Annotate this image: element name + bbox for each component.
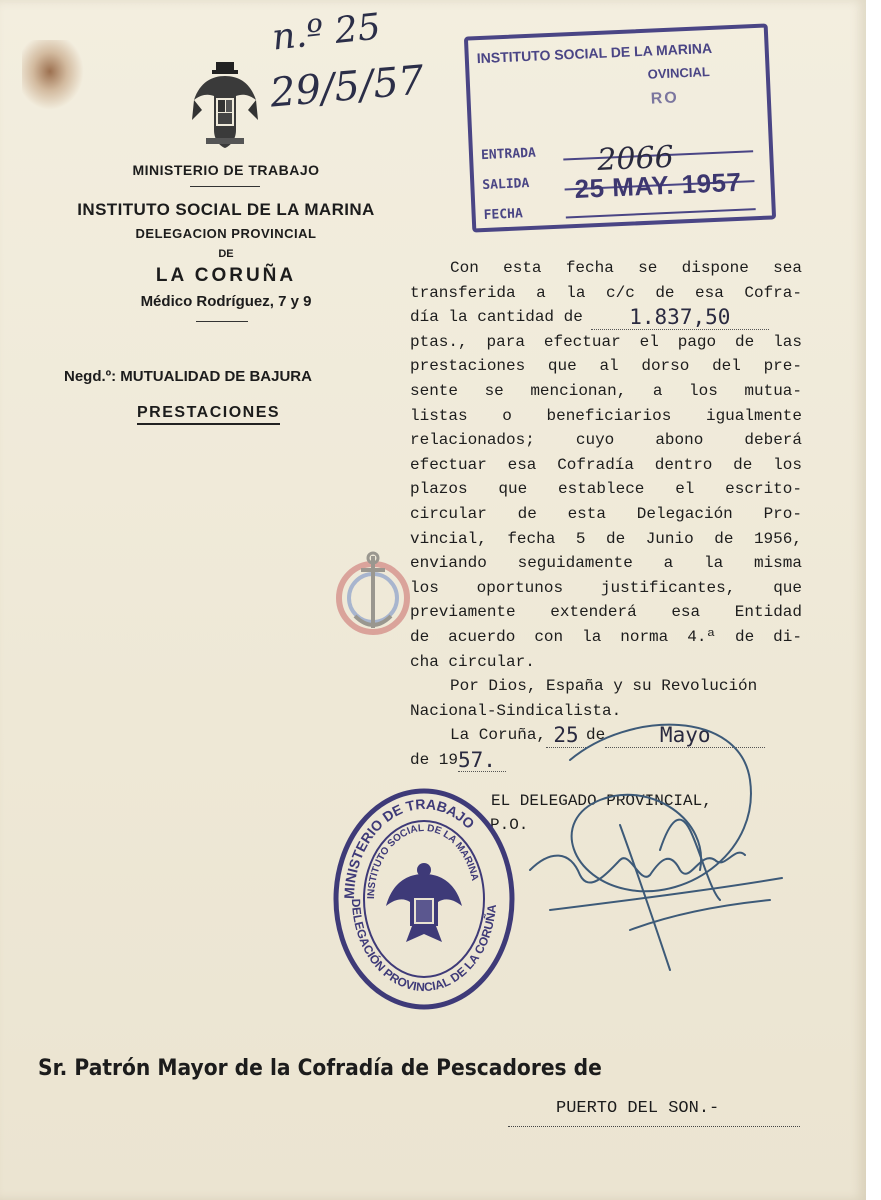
address-line: Médico Rodríguez, 7 y 9 — [140, 293, 312, 310]
body-line — [410, 551, 802, 576]
body-line — [410, 330, 802, 355]
destination-field — [508, 1096, 800, 1127]
addressee-line: Sr. Patrón Mayor de la Cofradía de Pescadores de — [38, 1056, 602, 1081]
body-word: previamente — [410, 603, 516, 622]
body-word: efectuar — [410, 455, 487, 474]
body-word: los — [689, 381, 718, 400]
body-word: pago — [677, 332, 717, 351]
body-word: seguidamente — [517, 554, 633, 573]
entry-stamp-register: RO — [650, 89, 680, 108]
body-word: Pro- — [763, 504, 802, 523]
body-word: plazos — [410, 480, 468, 499]
body-word: norma — [620, 627, 669, 646]
body-word: que — [773, 578, 802, 597]
body-word: listas — [410, 406, 468, 425]
body-word: de — [655, 283, 675, 302]
section-title: PRESTACIONES — [137, 404, 280, 425]
body-word: los — [410, 578, 439, 597]
body-word: se — [638, 259, 658, 277]
body-line — [410, 379, 802, 404]
body-line — [410, 477, 802, 502]
handwritten-number: n.º 25 — [270, 6, 383, 59]
body-word: mutua- — [744, 381, 802, 400]
body-word: extenderá — [550, 603, 637, 622]
body-word: dorso — [641, 357, 690, 376]
place: La Coruña, — [450, 726, 547, 745]
body-word: circular — [410, 504, 487, 523]
body-line: cha circular. — [410, 652, 535, 671]
seal-outer-text: MINISTERIO DE TRABAJO — [340, 795, 478, 900]
body-word: sea — [773, 259, 802, 277]
body-word: deberá — [744, 431, 802, 450]
body-word: establece — [557, 480, 645, 499]
header-rule-2 — [196, 321, 248, 322]
closing-motto-2: Nacional-Sindicalista. — [410, 701, 622, 720]
handwritten-date: 29/5/57 — [268, 57, 426, 117]
body-word: dentro — [654, 455, 713, 474]
body-word: los — [773, 455, 802, 474]
body-word: las — [773, 332, 802, 351]
body-word: mencionan, — [530, 381, 627, 400]
archive-watermark-icon — [333, 550, 413, 642]
month: Mayo — [605, 723, 765, 748]
body-word: ptas., — [410, 332, 468, 351]
body-word: de — [605, 529, 626, 548]
body-line — [410, 527, 802, 552]
stamp-date: 25 MAY. 1957 — [573, 166, 743, 205]
body-word: 4.ª — [687, 627, 717, 646]
amount-value: 1.837,50 — [591, 305, 769, 330]
body-word: fecha — [565, 259, 614, 277]
body-word: se — [484, 381, 504, 400]
body-word: igualmente — [705, 406, 802, 425]
header-de: DE — [218, 248, 234, 260]
body-word: vincial, — [410, 529, 487, 548]
body-word: esta — [567, 504, 606, 523]
header-rule — [190, 186, 260, 187]
body-word: con — [534, 627, 564, 646]
delegation-name: DELEGACION PROVINCIAL — [135, 226, 317, 241]
letter-body — [410, 256, 802, 772]
year: 57. — [458, 748, 506, 773]
body-word: relacionados; — [410, 431, 535, 450]
body-word: misma — [753, 554, 802, 573]
body-word: esta — [503, 259, 542, 277]
body-line — [410, 354, 802, 379]
body-word: transferida — [410, 283, 516, 302]
body-word: enviando — [410, 554, 487, 573]
ministry-name: MINISTERIO DE TRABAJO — [132, 162, 320, 178]
body-word: Con — [450, 259, 479, 277]
body-word: el — [639, 332, 659, 351]
body-word: que — [498, 480, 528, 499]
body-word: a — [652, 381, 663, 400]
body-word: 1956, — [753, 529, 802, 548]
body-word: Junio — [645, 529, 694, 548]
body-word: Cofradía — [557, 455, 634, 474]
body-word: fecha — [507, 529, 556, 548]
closing-motto: Por Dios, España y su Revolución — [450, 677, 758, 696]
body-line — [410, 576, 802, 601]
register-number: 2066 — [596, 139, 675, 179]
body-word: c/c — [605, 283, 635, 302]
body-word: para — [486, 332, 525, 351]
body-word: de — [733, 455, 753, 474]
body-word: cuyo — [575, 431, 615, 450]
body-word: de — [734, 627, 755, 646]
body-word: a — [536, 283, 546, 302]
body-word: Delegación — [636, 504, 733, 523]
de-word: de — [586, 726, 606, 745]
amount-label: día la cantidad de — [410, 308, 583, 327]
official-seal — [330, 786, 518, 1012]
destination-value: PUERTO DEL SON.- — [556, 1099, 720, 1118]
body-word: de — [735, 332, 755, 351]
body-word: del — [712, 357, 741, 376]
body-word: Cofra- — [744, 283, 802, 302]
body-word: de — [714, 529, 734, 548]
per-order: P.O. — [490, 816, 529, 834]
body-word: escrito- — [725, 480, 802, 499]
city-name: LA CORUÑA — [155, 265, 297, 286]
entry-stamp-provincial: OVINCIAL — [647, 64, 711, 82]
body-word: Entidad — [734, 603, 802, 622]
body-word: di- — [773, 627, 802, 646]
body-line — [410, 428, 802, 453]
body-word: que — [547, 357, 577, 376]
body-word: al — [599, 357, 619, 376]
body-word: beneficiarios — [546, 406, 672, 425]
body-word: pre- — [763, 357, 802, 376]
body-word: la — [703, 554, 724, 573]
handwritten-signature — [510, 700, 800, 980]
body-word: la — [566, 283, 586, 302]
body-word: sente — [410, 381, 459, 400]
day: 25 — [546, 723, 586, 748]
signatory-title: EL DELEGADO PROVINCIAL, — [491, 792, 712, 810]
stamp-line — [566, 208, 756, 218]
body-word: de — [410, 627, 430, 646]
body-word: esa — [507, 455, 537, 474]
body-word: 5 — [575, 529, 586, 548]
entry-stamp — [464, 23, 776, 232]
rust-stain — [22, 40, 84, 110]
coat-of-arms-icon — [192, 60, 258, 152]
entry-label: ENTRADA — [480, 145, 537, 164]
body-word: o — [502, 406, 512, 425]
body-word: esa — [671, 603, 701, 622]
body-word: abono — [655, 431, 704, 450]
body-word: oportunos — [476, 578, 564, 597]
body-line — [410, 404, 802, 429]
body-line — [410, 281, 802, 306]
body-line — [410, 502, 802, 527]
department-line: Negd.º: MUTUALIDAD DE BAJURA — [64, 368, 312, 385]
body-word: prestaciones — [410, 357, 526, 376]
institute-name: INSTITUTO SOCIAL DE LA MARINA — [77, 200, 375, 219]
body-line — [410, 453, 802, 478]
year-prefix: de 19 — [410, 750, 459, 769]
body-word: efectuar — [543, 332, 621, 351]
eagle-icon — [386, 863, 462, 942]
body-word: dispone — [681, 259, 749, 277]
body-word: esa — [695, 283, 724, 302]
entry-stamp-institute: INSTITUTO SOCIAL DE LA MARINA — [476, 39, 713, 67]
page-edge — [866, 0, 881, 1200]
body-line — [410, 256, 802, 281]
body-line — [410, 305, 802, 330]
body-line — [410, 625, 802, 650]
body-line — [410, 600, 802, 625]
body-word: acuerdo — [448, 627, 516, 646]
body-word: de — [517, 504, 537, 523]
body-word: justificantes, — [600, 578, 736, 597]
exit-label: SALIDA — [482, 176, 530, 194]
body-word: el — [675, 480, 695, 499]
date-label: FECHA — [483, 206, 524, 224]
body-word: a — [663, 554, 674, 573]
seal-lower-text: DELEGACIÓN PROVINCIAL DE LA CORUÑA — [348, 898, 499, 995]
body-word: la — [582, 627, 602, 646]
seal-middle-text: INSTITUTO SOCIAL DE LA MARINA — [365, 822, 481, 900]
